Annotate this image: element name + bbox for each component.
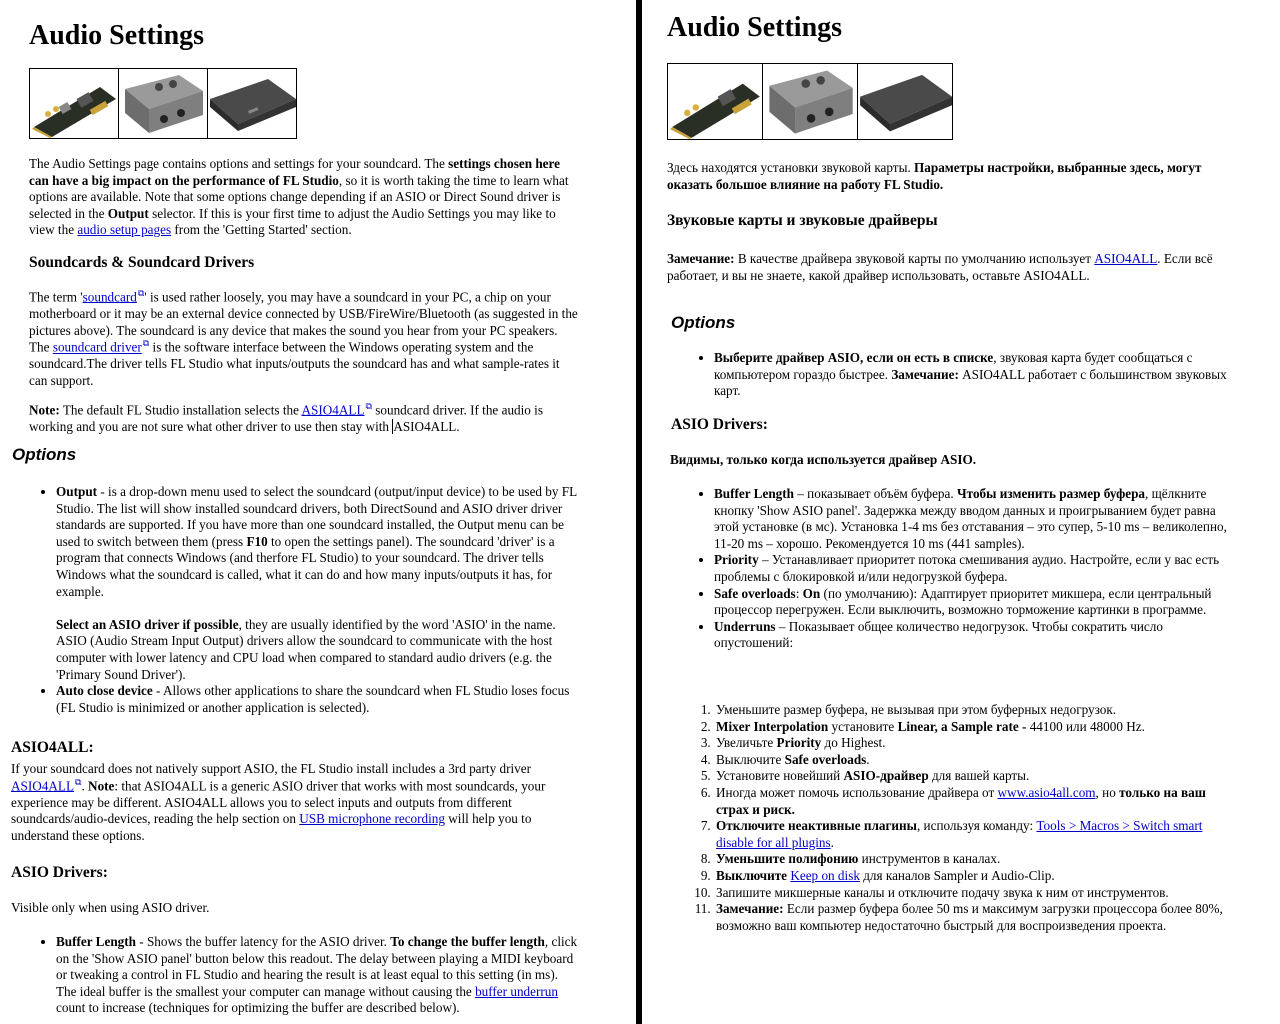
list-item: • Priority – Устанавливает приоритет потока смешивания аудио. Настройте, если у вас есть проблемы с блокировкой и/или недогрузкой буфера. [714,552,1239,585]
audio-setup-pages-link[interactable]: audio setup pages [77,222,172,238]
external-audio-interface-icon [763,64,858,139]
visible-only-note: Visible only when using ASIO driver. [11,900,210,915]
underrun-steps-list [669,702,1239,934]
list-item: 11. Замечание: Если размер буфера более 50 ms и максимум загрузки процессора более 80%, возможно ваш компьютер недостаточно быстрый для воспроизведения проекта. [714,901,1239,934]
asio-drivers-list [11,934,581,1017]
intro-paragraph: The Audio Settings page contains options and settings for your soundcard. The settings chosen here can have a big impact on the performance of FL Studio, so it is worth taking the time to learn what options are available. Note that some options change depending if an ASIO or Direct Sound driver is selected in the Output selector. If this is your first time to adjust the Audio Settings you may like to view the audio setup pages from the 'Getting Started' section. [29,156,569,238]
options-heading: Options [12,445,77,464]
buffer-underrun-link[interactable]: buffer underrun [475,983,558,999]
list-item: 1. Уменьшите размер буфера, не вызывая при этом буферных недогрузок. [714,702,1239,719]
asio4all-heading: ASIO4ALL: [11,739,94,756]
options-list-ru [669,350,1239,400]
soundcard-link[interactable]: soundcard [82,289,137,305]
list-item: • Buffer Length - Shows the buffer latency for the ASIO driver. To change the buffer length, click on the 'Show ASIO panel' button below this readout. The delay between playing a MIDI keyboard or tweaking a control in FL Studio and hearing the result is at least equal to this setting (in ms). The ideal buffer is the smallest your computer can manage without causing the buffer underrun count to increase (techniques for optimizing the buffer are described below). [56,934,581,1017]
list-item: • Auto close device - Allows other applications to share the soundcard when FL Studio loses focus (FL Studio is minimized or another application is selected). [56,683,581,716]
soundcards-heading: Soundcards & Soundcard Drivers [29,254,255,271]
laptop-audio-device-icon [208,69,296,138]
asio-drivers-heading-ru: ASIO Drivers: [671,416,768,433]
note-paragraph-ru: Замечание: В качестве драйвера звуковой карты по умолчанию использует ASIO4ALL. Если всё работает, и вы не знаете, какой драйвер использовать, оставьте ASIO4ALL. [667,251,1213,283]
asio4all-paragraph: If your soundcard does not natively support ASIO, the FL Studio install includes a 3rd party driver ASIO4ALL⧉. Note: that ASIO4ALL is a generic ASIO driver that works with most soundcards, your experience may be different. ASIO4ALL allows you to select inputs and outputs from different soundcards/audio-devices, reading the help section on USB microphone recording will help you to understand these options. [11,761,546,843]
list-item: • Underruns – Показывает общее количество недогрузок. Чтобы сократить число опустошений: [714,619,1239,652]
smart-disable-link[interactable]: Tools > Macros > Switch smart disable for all plugins [716,818,1203,850]
keep-on-disk-link[interactable]: Keep on disk [790,867,860,883]
list-item: 9. Выключите Keep on disk для каналов Sampler и Audio-Clip. [714,868,1239,885]
asio4all-website-link[interactable]: www.asio4all.com [997,784,1096,800]
list-item: 6. Иногда может помочь использование драйвера от www.asio4all.com, но только на ваш страх и риск. [714,785,1239,818]
soundcard-pci-icon [668,64,763,139]
asio-drivers-list-ru [669,486,1239,652]
asio4all-link-2[interactable]: ASIO4ALL [11,777,75,793]
usb-microphone-recording-link[interactable]: USB microphone recording [299,811,445,827]
visible-only-note-ru: Видимы, только когда используется драйвер ASIO. [670,452,977,467]
intro-paragraph-ru: Здесь находятся установки звуковой карты. Параметры настройки, выбранные здесь, могут оказать большое влияние на работу FL Studio. [667,160,1202,192]
external-link-icon: ⧉ [365,401,372,411]
cards-heading-ru: Звуковые карты и звуковые драйверы [667,212,938,229]
asio4all-link-ru[interactable]: ASIO4ALL [1094,251,1158,266]
external-link-icon: ⧉ [75,776,82,787]
page-title: Audio Settings [29,20,205,51]
left-document-pane[interactable] [0,0,636,1024]
external-link-icon: ⧉ [142,338,150,349]
soundcards-paragraph: The term 'soundcard⧉' is used rather loosely, you may have a soundcard in your PC, a chip on your motherboard or it may be an external device connected by USB/FireWire/Bluetooth (as suggested in the pictures above). The soundcard is any device that makes the sound you hear from your PC speakers. The soundcard driver⧉ is the software interface between the Windows operating system and the soundcard.The driver tells FL Studio what inputs/outputs the soundcard has and what sample-rates it can support. [29,288,578,388]
list-item: 4. Выключите Safe overloads. [714,752,1239,769]
list-item: • Выберите драйвер ASIO, если он есть в списке, звуковая карта будет сообщаться с компьютером гораздо быстрее. Замечание: ASIO4ALL работает с большинством звуковых карт. [714,350,1239,400]
soundcard-images [29,68,297,139]
options-list [11,484,581,716]
page-title-ru: Audio Settings [667,12,843,43]
soundcard-pci-icon [30,69,119,138]
options-heading-ru: Options [671,313,736,332]
soundcard-driver-link[interactable]: soundcard driver [52,339,142,355]
soundcard-images-ru [667,63,953,140]
list-item: • Buffer Length – показывает объём буфера. Чтобы изменить размер буфера, щёлкните кнопку 'Show ASIO panel'. Задержка между вводом данных и проигрыванием будет равна этой установке (в мс). Установка 1-4 ms без отставания – это супер, 5-10 ms – великолепно, 11-20 ms – хорошо. Рекомендуется 10 ms (441 samples). [714,486,1239,552]
list-item: 5. Установите новейший ASIO-драйвер для вашей карты. [714,768,1239,785]
list-item: • Output - is a drop-down menu used to select the soundcard (output/input device) to be used by FL Studio. The list will show installed soundcard drivers, both DirectSound and ASIO driver driver standards are supported. If you have more than one soundcard installed, the Output menu can be used to switch between them (press F10 to open the settings panel). The soundcard 'driver' is a program that connects Windows (and therfore FL Studio) to your soundcard. The driver tells Windows what the soundcard is called, what it can do and how many inputs/outputs it has, for example. Select an ASIO driver if possible, they are usually identified by the word 'ASIO' in the name. ASIO (Audio Stream Input Output) drivers allow the soundcard to communicate with the host computer with lower latency and CPU load when compared to standard audio drivers (e.g. the 'Primary Sound Driver'). [56,484,581,683]
external-audio-interface-icon [119,69,208,138]
note-paragraph: Note: The default FL Studio installation selects the ASIO4ALL⧉ soundcard driver. If the audio is working and you are not sure what other driver to use then stay with ASIO4ALL. [29,401,543,434]
list-item: 8. Уменьшите полифонию инструментов в каналах. [714,851,1239,868]
external-link-icon: ⧉ [137,288,145,298]
list-item: 10. Запишите микшерные каналы и отключите подачу звука к ним от инструментов. [714,885,1239,902]
asio-drivers-heading: ASIO Drivers: [11,864,108,881]
list-item: 3. Увеличьте Priority до Highest. [714,735,1239,752]
list-item: 2. Mixer Interpolation установите Linear, a Sample rate - 44100 или 48000 Hz. [714,719,1239,736]
right-document-pane[interactable] [642,0,1280,1024]
list-item: • Safe overloads: On (по умолчанию): Адаптирует приоритет микшера, если центральный процессор перегружен. Если выключить, возможно торможение картинки в программе. [714,586,1239,619]
asio4all-link[interactable]: ASIO4ALL [301,402,365,418]
list-item: 7. Отключите неактивные плагины, используя команду: Tools > Macros > Switch smart disable for all plugins. [714,818,1239,851]
laptop-audio-device-icon [858,64,952,139]
